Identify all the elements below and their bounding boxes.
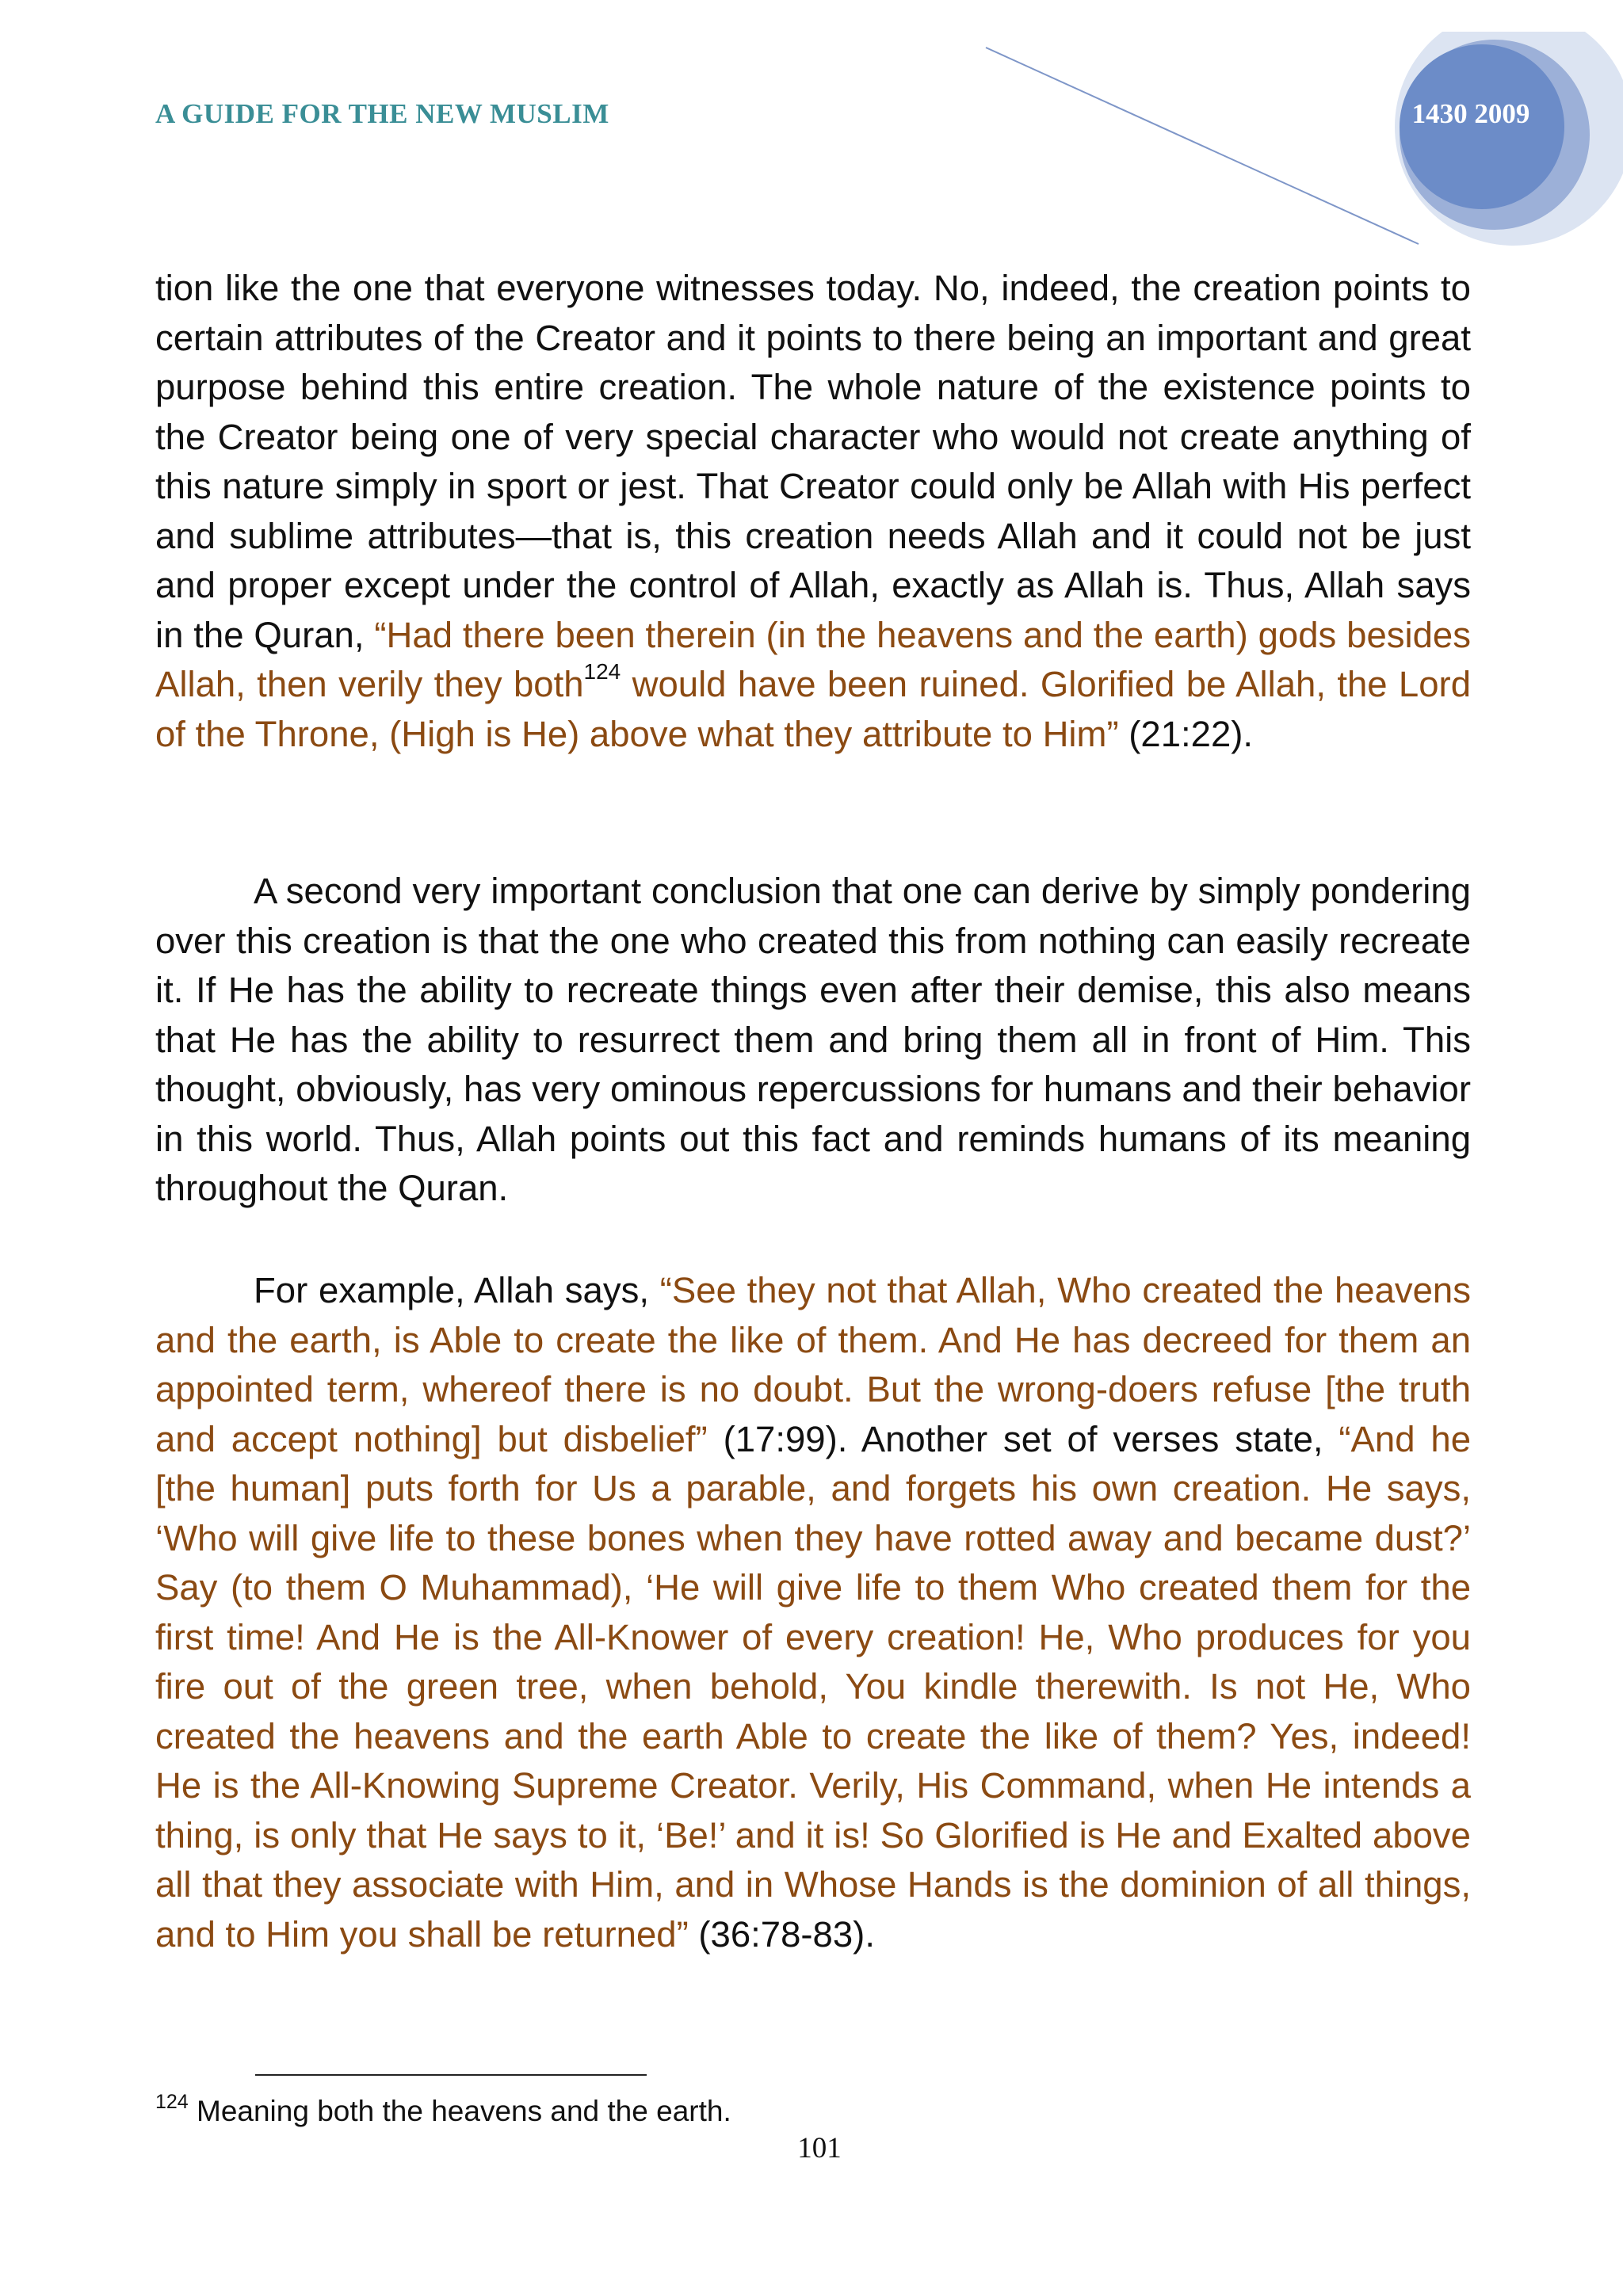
footnote-reference: 124 [583, 659, 621, 684]
paragraph-2 [155, 867, 1471, 1214]
quran-quote: would have been ruined. Glorified be Allah, the Lord of the Throne, (High is He) above what they attribute to Him” [155, 664, 1471, 754]
text-run: A second very important conclusion that one can derive by simply pondering over this creation is that the one who created this from nothing can easily recreate it. If He has the ability to recreate things even after their demise, this also means that He has the ability to resurrect them and bring them all in front of Him. This thought, obviously, has very ominous repercussions for humans and their behavior in this world. Thus, Allah points out this fact and reminds humans of its meaning throughout the Quran. [155, 871, 1471, 1208]
header-circle-decoration [975, 32, 1623, 269]
paragraph-2-text [155, 867, 1471, 1214]
text-run: (36:78-83). [688, 1913, 875, 1955]
paragraph-1-text [155, 264, 1471, 759]
text-run: tion like the one that everyone witnesses today. No, indeed, the creation points to certain attributes of the Creator and it points to there being an important and great purpose behind this entire creation. The whole nature of the existence points to the Creator being one of very special character who would not create anything of this nature simply in sport or jest. That Creator could only be Allah with His perfect and sublime attributes—that is, this creation needs Allah and it could not be just and proper except under the control of Allah, exactly as Allah is. Thus, Allah says in the Quran, [155, 268, 1471, 655]
footnote [155, 2092, 731, 2131]
paragraph-3-text [155, 1266, 1471, 1959]
footnote-text: Meaning both the heavens and the earth. [197, 2095, 731, 2127]
paragraph-3 [155, 1266, 1471, 1959]
running-header-title: A GUIDE FOR THE NEW MUSLIM [155, 98, 609, 129]
page-number: 101 [797, 2132, 842, 2164]
quran-quote: “Had there been therein (in the heavens and the earth) gods besides Allah, then verily they both [155, 614, 1471, 704]
paragraph-1 [155, 264, 1471, 759]
footnote-separator [255, 2074, 647, 2076]
running-header-year: 1430 2009 [1411, 98, 1530, 129]
quran-quote: “And he [the human] puts forth for Us a parable, and forgets his own creation. He says, ‘Who will give life to these bones when they have rotted away and became dust?’ Say (to them O Muhammad), ‘He will give life to them Who created them for the first time! And He is the All-Knower of every creation! He, Who produces for you fire out of the green tree, when behold, You kindle therewith. Is not He, Who created the heavens and the earth Able to create the like of them? Yes, indeed! He is the All-Knowing Supreme Creator. Verily, His Command, when He intends a thing, is only that He says to it, ‘Be!’ and it is! So Glorified is He and Exalted above all that they associate with Him, and in Whose Hands is the dominion of all things, and to Him you shall be returned” [155, 1418, 1471, 1955]
text-run: (17:99). Another set of verses state, [707, 1418, 1339, 1459]
text-run: (21:22). [1118, 713, 1254, 754]
text-run: For example, Allah says, [254, 1270, 660, 1310]
quran-quote: “See they not that Allah, Who created the heavens and the earth, is Able to create the like of them. And He has decreed for them an appointed term, whereof there is no doubt. But the wrong-doers refuse [the truth and accept nothing] but disbelief” [155, 1270, 1471, 1459]
footnote-number: 124 [155, 2091, 189, 2113]
